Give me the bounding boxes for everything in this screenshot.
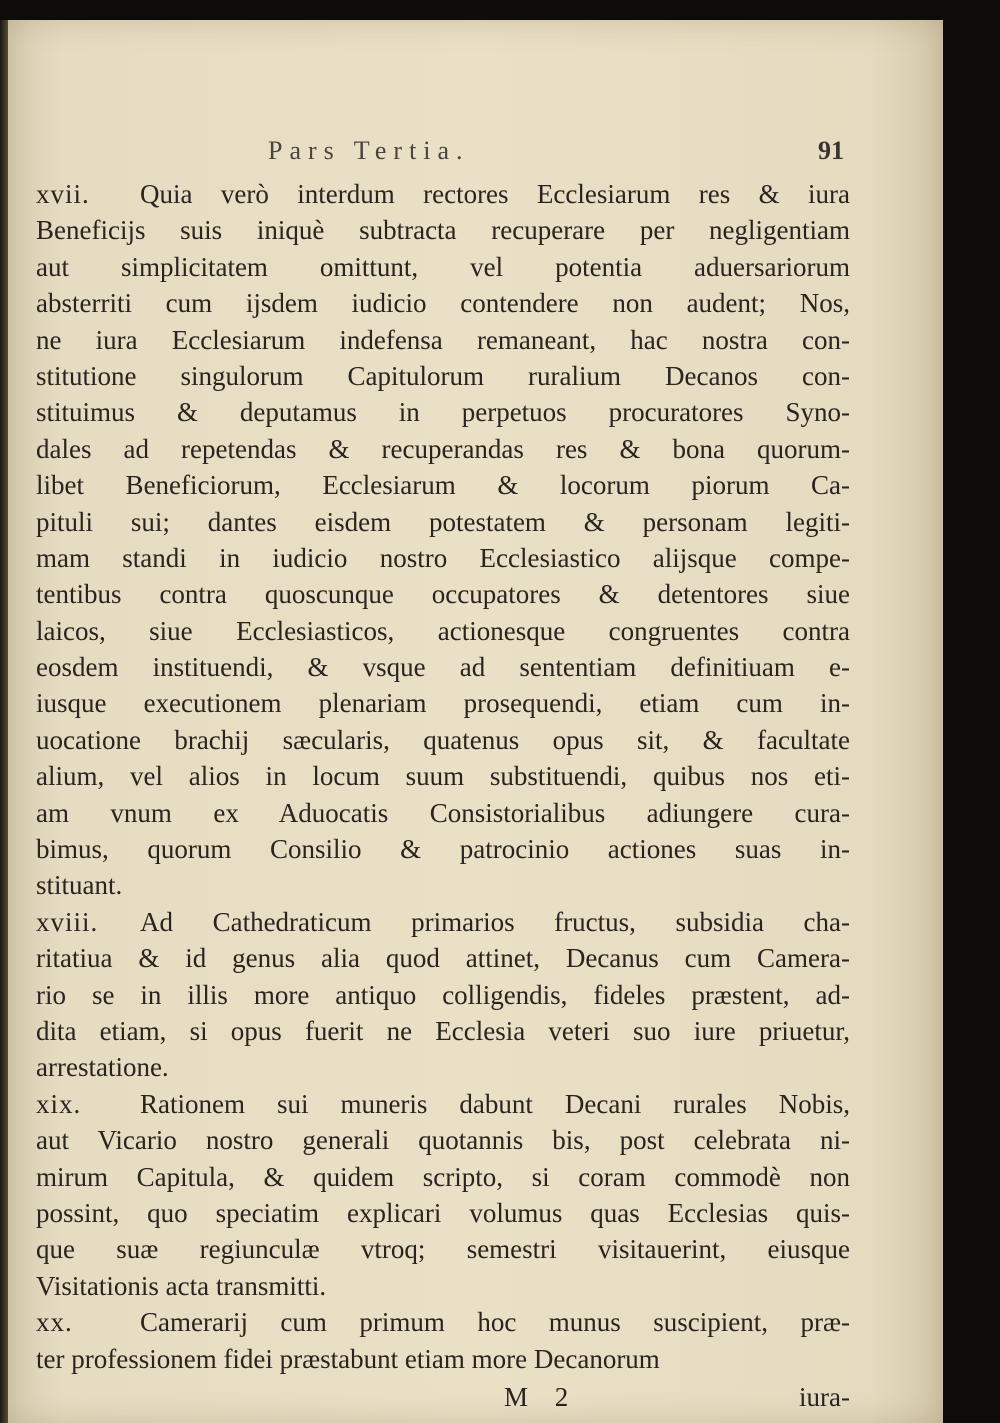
line-text: Camerarij cum primum hoc munus suscipient, præ- [140, 1307, 850, 1338]
line-text: tentibus contra quoscunque occupatores & detentores siue [36, 579, 850, 610]
line-text: eosdem instituendi, & vsque ad sententiam definitiuam e- [36, 652, 850, 683]
line-text: aut simplicitatem omittunt, vel potentia aduersariorum [36, 251, 850, 282]
text-line [36, 795, 850, 831]
page-number: 91 [818, 136, 844, 165]
text-line [36, 1122, 850, 1158]
text-line [36, 758, 850, 794]
paragraph-number: xix. [36, 1088, 82, 1119]
line-text: ter professionem fidei præstabunt etiam more Decanorum [36, 1343, 660, 1374]
line-text: stitutione singulorum Capitulorum ruralium Decanos con- [36, 360, 850, 391]
text-line [36, 576, 850, 612]
text-line [36, 394, 850, 430]
line-text: iusque executionem plenariam prosequendi, etiam cum in- [36, 688, 850, 719]
text-line [36, 249, 850, 285]
text-line [36, 977, 850, 1013]
text-line [36, 867, 850, 903]
line-text: alium, vel alios in locum suum substituendi, quibus nos eti- [36, 761, 850, 792]
text-line [36, 1013, 850, 1049]
text-line [36, 1231, 850, 1267]
line-text: mirum Capitula, & quidem scripto, si coram commodè non [36, 1161, 850, 1192]
text-line [36, 940, 850, 976]
text-line [36, 1049, 850, 1085]
binding-gutter [0, 20, 8, 1423]
text-line [36, 722, 850, 758]
book-page [8, 20, 943, 1423]
line-text: absterriti cum ijsdem iudicio contendere non audent; Nos, [36, 288, 850, 319]
paragraph-number: xvii. [36, 179, 90, 209]
text-line [36, 358, 850, 394]
text-line [36, 212, 850, 248]
line-text: dales ad repetendas & recuperandas res & bona quorum- [36, 433, 850, 464]
line-text: ritatiua & id genus alia quod attinet, Decanus cum Camera- [36, 943, 850, 974]
line-text: Visitationis acta transmitti. [36, 1270, 327, 1301]
line-text: stituant. [36, 870, 123, 901]
line-text: Quia verò interdum rectores Ecclesiarum res & iura [140, 179, 850, 209]
page-header [36, 128, 850, 176]
line-text: stituimus & deputamus in perpetuos procuratores Syno- [36, 397, 850, 428]
page-footer [36, 1377, 850, 1417]
page-text [36, 128, 850, 1417]
text-line [36, 322, 850, 358]
text-line [36, 649, 850, 685]
text-line [36, 285, 850, 321]
text-line [36, 504, 850, 540]
text-line [36, 431, 850, 467]
line-text: mam standi in iudicio nostro Ecclesiastico alijsque compe- [36, 542, 850, 573]
line-text: que suæ regiunculæ vtroq; semestri visitauerint, eiusque [36, 1234, 850, 1265]
line-text: arrestatione. [36, 1052, 169, 1083]
signature-mark: M 2 [504, 1381, 579, 1412]
text-line [36, 467, 850, 503]
line-text: laicos, siue Ecclesiasticos, actionesque congruentes contra [36, 615, 850, 646]
line-text: libet Beneficiorum, Ecclesiarum & locorum piorum Ca- [36, 470, 850, 501]
line-text: rio se in illis more antiquo colligendis, fideles præstent, ad- [36, 979, 850, 1010]
text-line [36, 1341, 850, 1377]
body-text [36, 176, 850, 1377]
text-line [36, 540, 850, 576]
text-line [36, 1268, 850, 1304]
line-text: am vnum ex Aduocatis Consistorialibus adiungere cura- [36, 797, 850, 828]
line-text: Rationem sui muneris dabunt Decani rurales Nobis, [140, 1088, 850, 1119]
text-line [36, 904, 850, 940]
catchword: iura- [799, 1381, 850, 1412]
line-text: bimus, quorum Consilio & patrocinio actiones suas in- [36, 834, 850, 865]
line-text: possint, quo speciatim explicari volumus quas Ecclesias quis- [36, 1197, 850, 1228]
text-line [36, 831, 850, 867]
paragraph-number: xx. [36, 1307, 73, 1338]
text-line [36, 176, 850, 212]
line-text: Beneficijs suis iniquè subtracta recuperare per negligentiam [36, 215, 850, 246]
line-text: pituli sui; dantes eisdem potestatem & personam legiti- [36, 506, 850, 537]
text-line [36, 1195, 850, 1231]
text-line [36, 1086, 850, 1122]
text-line [36, 613, 850, 649]
line-text: aut Vicario nostro generali quotannis bis, post celebrata ni- [36, 1125, 850, 1156]
paragraph-number: xviii. [36, 906, 99, 937]
line-text: ne iura Ecclesiarum indefensa remaneant, hac nostra con- [36, 324, 850, 355]
line-text: uocatione brachij sæcularis, quatenus opus sit, & facultate [36, 724, 850, 755]
text-line [36, 1159, 850, 1195]
text-line [36, 1304, 850, 1340]
line-text: dita etiam, si opus fuerit ne Ecclesia veteri suo iure priuetur, [36, 1015, 850, 1046]
running-title: Pars Tertia. [268, 136, 470, 165]
line-text: Ad Cathedraticum primarios fructus, subsidia cha- [140, 906, 850, 937]
text-line [36, 685, 850, 721]
